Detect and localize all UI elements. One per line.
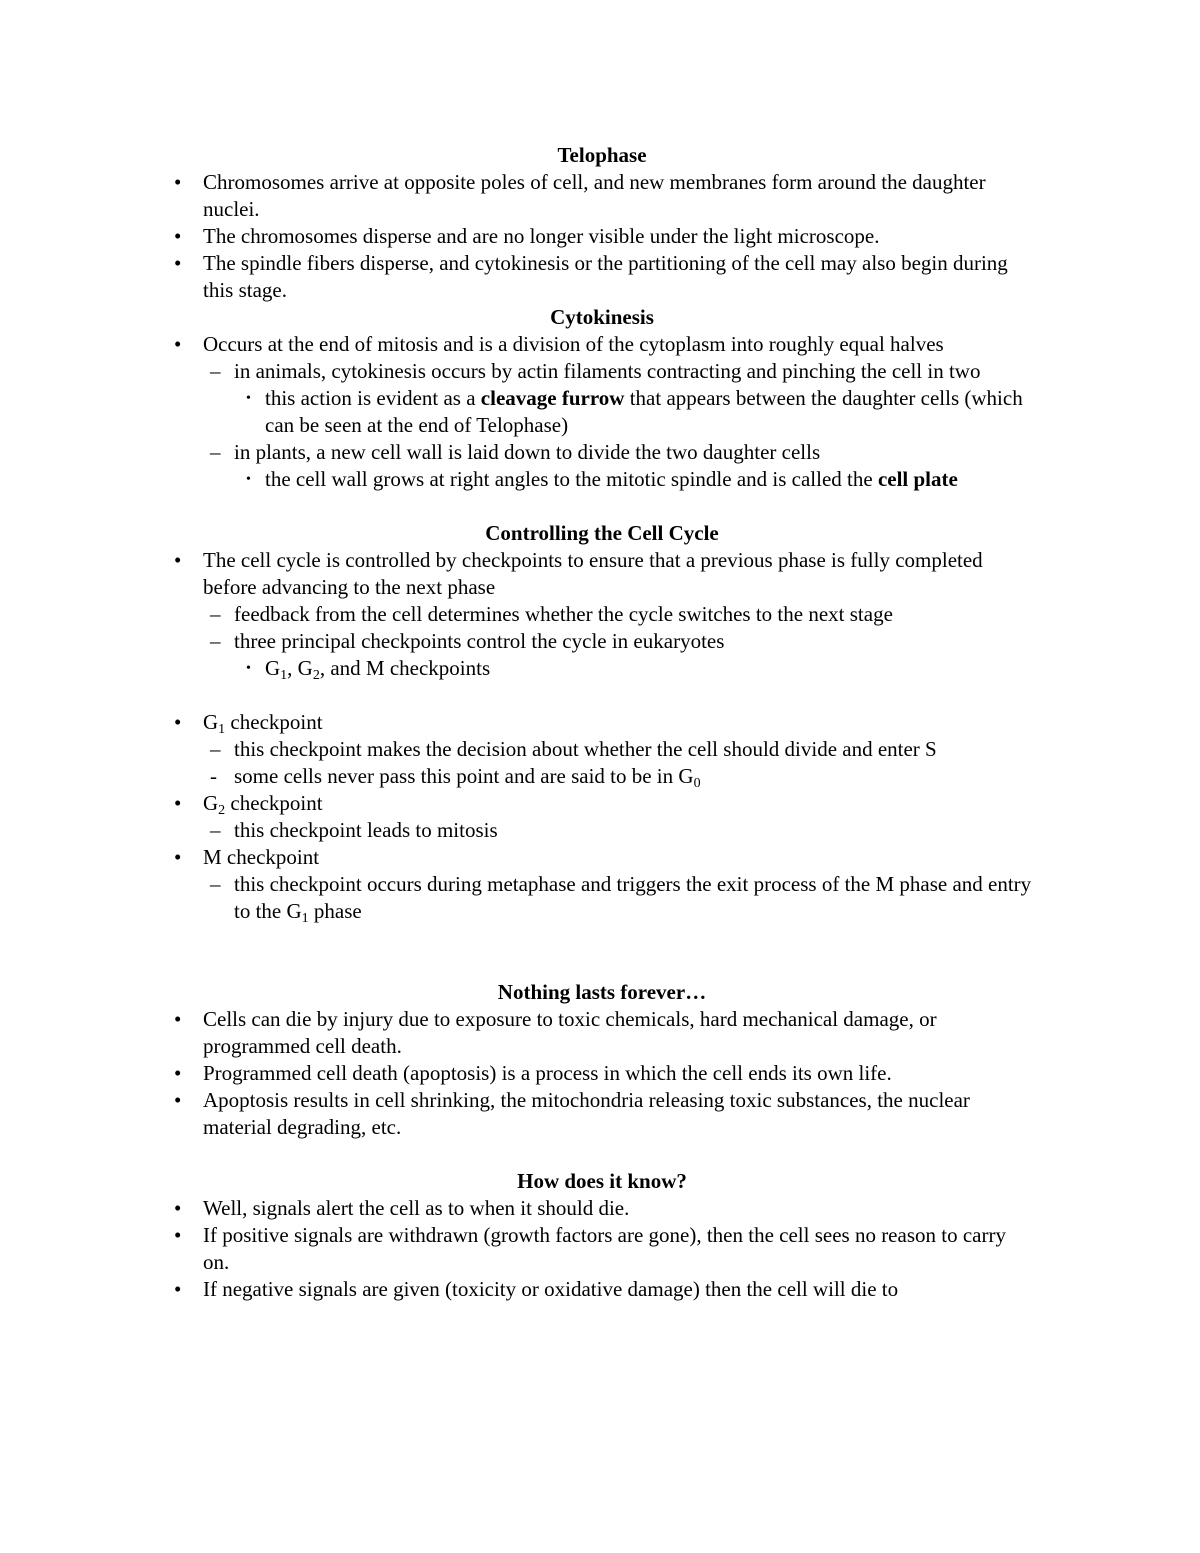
list-subsubitem: • the cell wall grows at right angles to the mitotic spindle and is called the cell plate [246, 467, 958, 491]
list-subitem: – this checkpoint leads to mitosis [210, 818, 498, 842]
list-item: • If positive signals are withdrawn (growth factors are gone), then the cell sees no reason to carry on. [174, 1223, 1006, 1274]
list-subitem: – feedback from the cell determines whether the cycle switches to the next stage [210, 602, 893, 626]
list-item: • Chromosomes arrive at opposite poles of cell, and new membranes form around the daughter nuclei. [174, 170, 986, 221]
heading-cytokinesis: Cytokinesis [550, 305, 654, 329]
dash-marker: – [210, 737, 221, 761]
bullet-marker: • [174, 1196, 182, 1220]
bullet-marker: • [174, 1088, 182, 1112]
bullet-marker: • [174, 548, 182, 572]
bullet-marker: • [174, 710, 182, 734]
small-dash-marker: - [210, 764, 217, 788]
dash-marker: – [210, 359, 221, 383]
term-cleavage-furrow: cleavage furrow [480, 386, 625, 410]
small-bullet-marker: • [246, 391, 251, 406]
list-item: • Well, signals alert the cell as to when it should die. [174, 1196, 630, 1220]
bullet-marker: • [174, 1277, 182, 1301]
bullet-marker: • [174, 791, 182, 815]
list-subitem: – this checkpoint makes the decision about whether the cell should divide and enter S [210, 737, 937, 761]
list-item: • Occurs at the end of mitosis and is a division of the cytoplasm into roughly equal halves [174, 332, 944, 356]
list-subitem: – in animals, cytokinesis occurs by actin filaments contracting and pinching the cell in two [210, 359, 981, 383]
list-subitem: - some cells never pass this point and are said to be in $G_0$ [210, 764, 701, 791]
heading-nothing-lasts-forever: Nothing lasts forever… [497, 980, 707, 1004]
list-item-m-checkpoint: • M checkpoint [174, 845, 320, 869]
small-bullet-marker: • [246, 472, 251, 487]
bullet-marker: • [174, 170, 182, 194]
heading-how-does-it-know: How does it know? [517, 1169, 687, 1193]
dash-marker: – [210, 872, 221, 896]
bullet-marker: • [174, 332, 182, 356]
term-cell-plate: cell plate [877, 467, 958, 491]
bullet-marker: • [174, 251, 182, 275]
heading-telophase: Telophase [557, 143, 647, 167]
bullet-marker: • [174, 845, 182, 869]
dash-marker: – [210, 818, 221, 842]
list-subsubitem: • $G_1$, $G_2$, and M checkpoints [246, 656, 491, 683]
list-subitem: – this checkpoint occurs during metaphase and triggers the exit process of the M phase and entry to the $G_1$ phase [210, 872, 1032, 926]
dash-marker: – [210, 440, 221, 464]
small-bullet-marker: • [246, 661, 251, 676]
list-item: • Apoptosis results in cell shrinking, the mitochondria releasing toxic substances, the nuclear material degrading, etc. [174, 1088, 970, 1139]
list-item: • Cells can die by injury due to exposure to toxic chemicals, hard mechanical damage, or programmed cell death. [174, 1007, 937, 1058]
list-item: • The chromosomes disperse and are no longer visible under the light microscope. [174, 224, 880, 248]
bullet-marker: • [174, 1061, 182, 1085]
list-item-g2-checkpoint: • $G_2$ checkpoint [174, 791, 323, 818]
list-item: • If negative signals are given (toxicity or oxidative damage) then the cell will die to [174, 1277, 899, 1301]
heading-controlling-cell-cycle: Controlling the Cell Cycle [485, 521, 719, 545]
dash-marker: – [210, 602, 221, 626]
bullet-marker: • [174, 1223, 182, 1247]
document-body [172, 142, 1032, 1303]
dash-marker: – [210, 629, 221, 653]
list-subitem: – in plants, a new cell wall is laid down to divide the two daughter cells [210, 440, 821, 464]
list-item: • Programmed cell death (apoptosis) is a process in which the cell ends its own life. [174, 1061, 892, 1085]
list-subitem: – three principal checkpoints control the cycle in eukaryotes [210, 629, 725, 653]
list-item: • The spindle fibers disperse, and cytokinesis or the partitioning of the cell may also begin during this stage. [174, 251, 1008, 302]
list-item-g1-checkpoint: • $G_1$ checkpoint [174, 710, 323, 737]
bullet-marker: • [174, 224, 182, 248]
list-item: • The cell cycle is controlled by checkpoints to ensure that a previous phase is fully completed before advancing to the next phase [174, 548, 983, 599]
bullet-marker: • [174, 1007, 182, 1031]
list-subsubitem: • this action is evident as a cleavage furrow that appears between the daughter cells (which can be seen at the end of Telophase) [246, 386, 1023, 437]
